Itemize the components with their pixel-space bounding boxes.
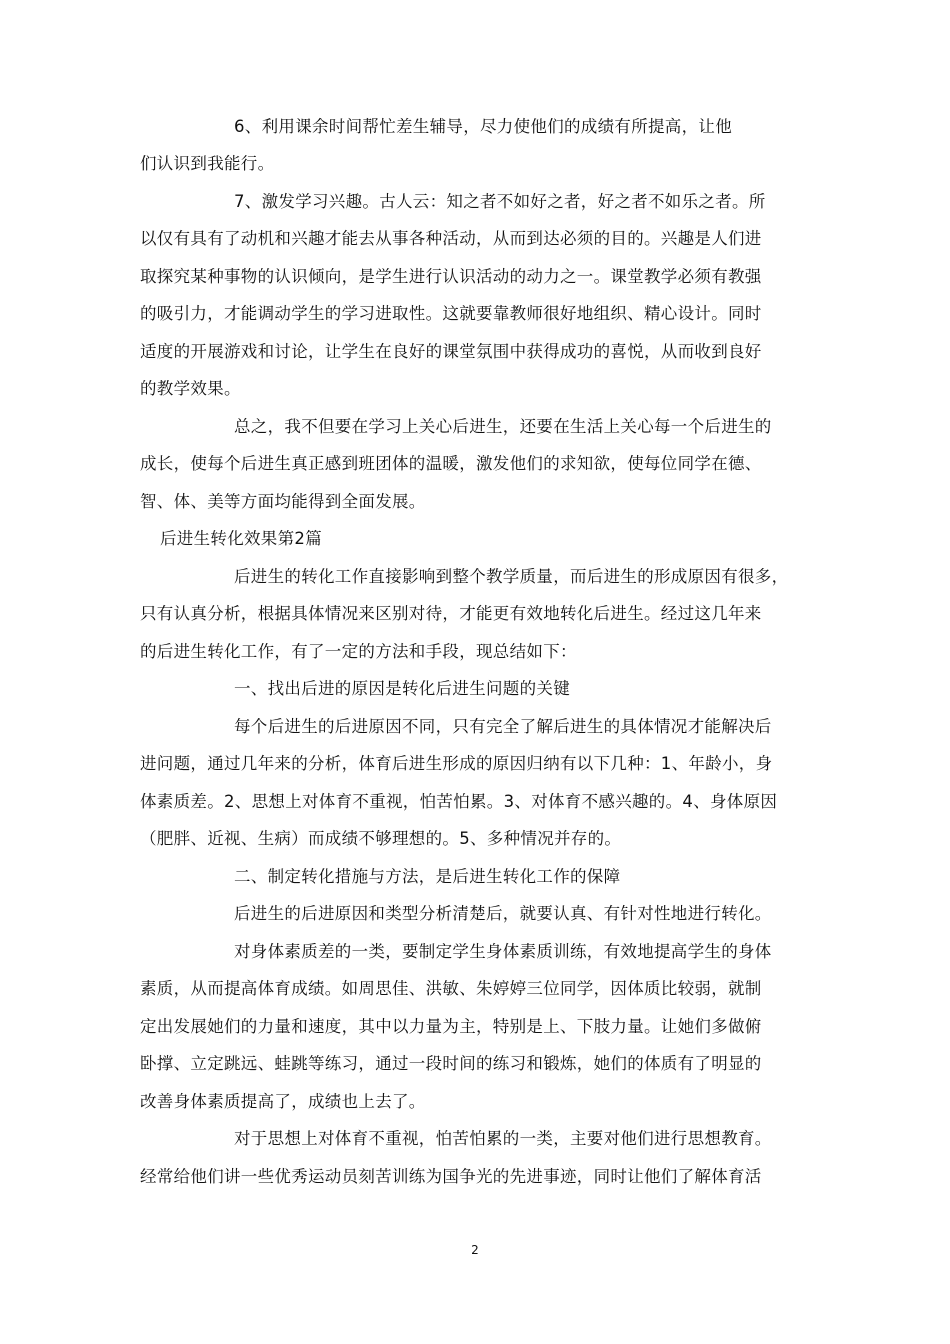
text-line: 卧撑、立定跳远、蛙跳等练习，通过一段时间的练习和锻炼，她们的体质有了明显的 bbox=[140, 1054, 762, 1073]
text-line: 成长，使每个后进生真正感到班团体的温暖，激发他们的求知欲，使每位同学在德、 bbox=[140, 454, 762, 473]
page-number: 2 bbox=[471, 1243, 479, 1257]
text-line: 对身体素质差的一类，要制定学生身体素质训练，有效地提高学生的身体 bbox=[234, 942, 772, 961]
text-line: 定出发展她们的力量和速度，其中以力量为主，特别是上、下肢力量。让她们多做俯 bbox=[140, 1017, 762, 1036]
text-line: 6、利用课余时间帮忙差生辅导，尽力使他们的成绩有所提高，让他 bbox=[234, 117, 732, 136]
text-line: 只有认真分析，根据具体情况来区别对待，才能更有效地转化后进生。经过这几年来 bbox=[140, 604, 762, 623]
text-line: 经常给他们讲一些优秀运动员刻苦训练为国争光的先进事迹，同时让他们了解体育活 bbox=[140, 1167, 762, 1186]
text-line: 体素质差。2、思想上对体育不重视，怕苦怕累。3、对体育不感兴趣的。4、身体原因 bbox=[140, 792, 778, 811]
text-line: 总之，我不但要在学习上关心后进生，还要在生活上关心每一个后进生的 bbox=[234, 417, 772, 436]
text-line: 的后进生转化工作，有了一定的方法和手段，现总结如下： bbox=[140, 642, 577, 661]
text-line: 每个后进生的后进原因不同，只有完全了解后进生的具体情况才能解决后 bbox=[234, 717, 772, 736]
text-line: 后进生的后进原因和类型分析清楚后，就要认真、有针对性地进行转化。 bbox=[234, 904, 772, 923]
text-line: （肥胖、近视、生病）而成绩不够理想的。5、多种情况并存的。 bbox=[140, 829, 622, 848]
text-line: 7、激发学习兴趣。古人云：知之者不如好之者，好之者不如乐之者。所 bbox=[234, 192, 766, 211]
text-line: 的教学效果。 bbox=[140, 379, 241, 398]
text-line: 的吸引力，才能调动学生的学习进取性。这就要靠教师很好地组织、精心设计。同时 bbox=[140, 304, 762, 323]
text-line: 取探究某种事物的认识倾向，是学生进行认识活动的动力之一。课堂教学必须有教强 bbox=[140, 267, 762, 286]
text-line: 对于思想上对体育不重视，怕苦怕累的一类，主要对他们进行思想教育。 bbox=[234, 1129, 772, 1148]
section-heading: 后进生转化效果第2篇 bbox=[160, 529, 322, 548]
subheading: 二、制定转化措施与方法，是后进生转化工作的保障 bbox=[234, 867, 621, 886]
text-line: 进问题，通过几年来的分析，体育后进生形成的原因归纳有以下几种：1、年龄小，身 bbox=[140, 754, 773, 773]
text-line: 们认识到我能行。 bbox=[140, 154, 275, 173]
text-line: 智、体、美等方面均能得到全面发展。 bbox=[140, 492, 426, 511]
text-line: 以仅有具有了动机和兴趣才能去从事各种活动，从而到达必须的目的。兴趣是人们进 bbox=[140, 229, 762, 248]
text-line: 后进生的转化工作直接影响到整个教学质量，而后进生的形成原因有很多， bbox=[234, 567, 789, 586]
subheading: 一、找出后进的原因是转化后进生问题的关键 bbox=[234, 679, 570, 698]
text-line: 适度的开展游戏和讨论，让学生在良好的课堂氛围中获得成功的喜悦，从而收到良好 bbox=[140, 342, 762, 361]
text-line: 素质，从而提高体育成绩。如周思佳、洪敏、朱婷婷三位同学，因体质比较弱，就制 bbox=[140, 979, 762, 998]
text-line: 改善身体素质提高了，成绩也上去了。 bbox=[140, 1092, 426, 1111]
